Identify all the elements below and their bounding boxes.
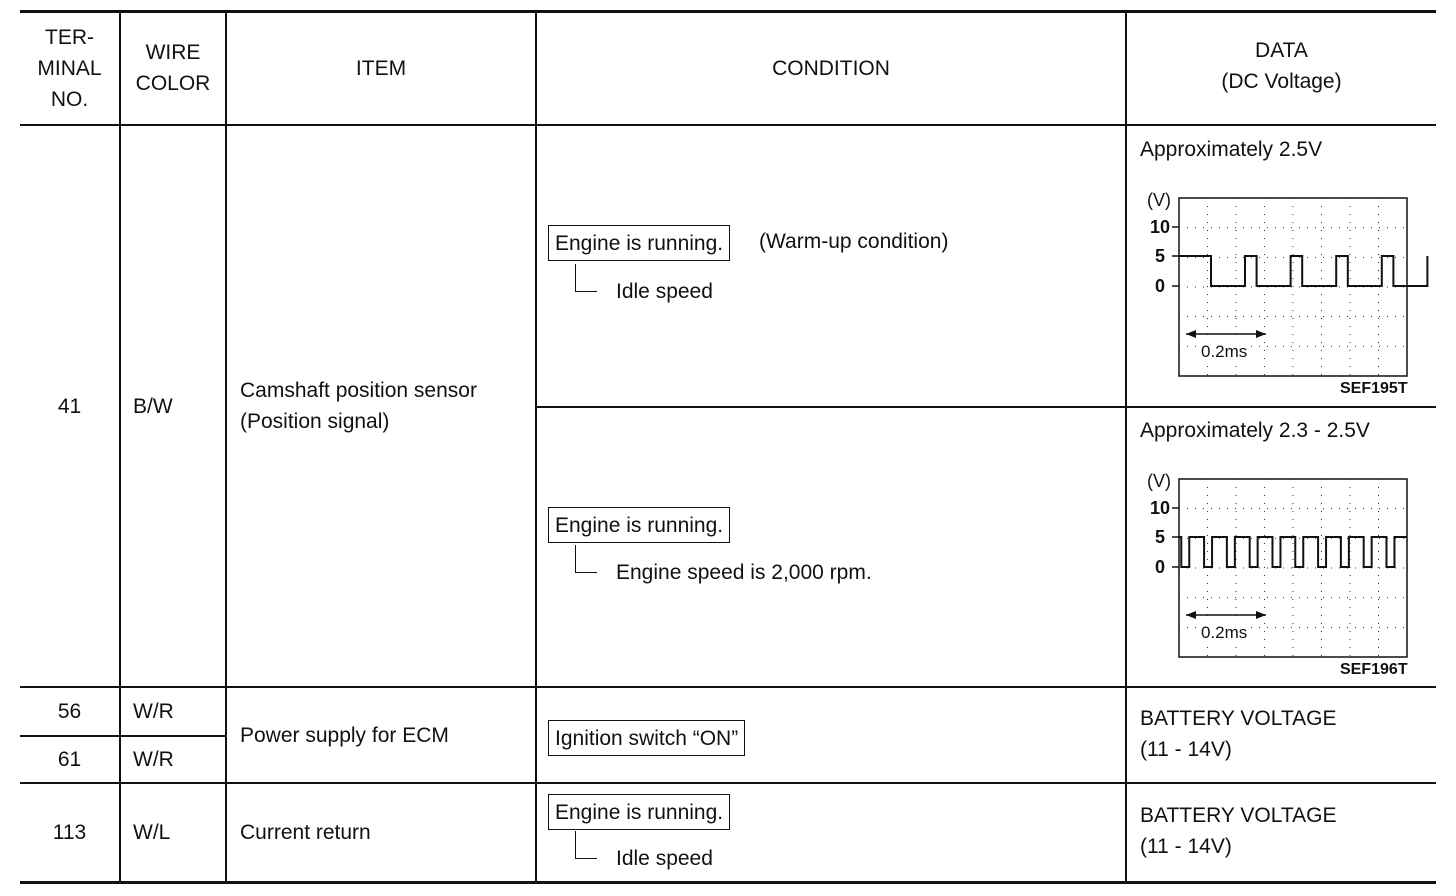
condition-engine-running-box: Engine is running. — [548, 225, 730, 261]
data-approx-2-5v: Approximately 2.5V — [1140, 138, 1323, 161]
header-wire-line1: WIRE — [145, 41, 201, 64]
wire-41: B/W — [133, 395, 173, 418]
data-battery-voltage-return-line1: BATTERY VOLTAGE — [1140, 804, 1337, 827]
header-wire-line2: COLOR — [135, 72, 211, 95]
scope-a-y10: 10 — [1150, 217, 1171, 237]
data-battery-voltage-power — [1140, 703, 1336, 765]
condition-ignition-on-box: Ignition switch “ON” — [548, 720, 745, 756]
scope-b-code: SEF196T — [1340, 661, 1408, 678]
scope-signal-trace — [1179, 256, 1427, 286]
scope-b-y5: 5 — [1155, 527, 1166, 547]
wire-61: W/R — [133, 748, 174, 771]
power-row-bottom-line — [20, 782, 1436, 784]
header-terminal-no — [20, 22, 119, 115]
table-top-border — [20, 10, 1436, 13]
scope-b-y10: 10 — [1150, 498, 1171, 518]
scope-a-code: SEF195T — [1340, 380, 1408, 397]
row41-divider — [536, 406, 1436, 408]
header-condition: CONDITION — [772, 57, 890, 80]
item-41 — [240, 375, 477, 437]
condition-branch-line — [575, 264, 597, 292]
header-data-line1: DATA — [1255, 39, 1308, 62]
data-battery-voltage-return-line2: (11 - 14V) — [1140, 835, 1232, 858]
col-divider-2 — [225, 12, 227, 883]
header-bottom-line — [20, 124, 1436, 126]
scope-arrowhead-right — [1256, 330, 1266, 338]
header-wire-color — [121, 37, 225, 99]
scope-a-unit: (V) — [1147, 190, 1171, 210]
scope-arrowhead-right — [1256, 611, 1266, 619]
table-bottom-border — [20, 881, 1436, 884]
terminal-56: 56 — [57, 700, 82, 723]
scope-arrowhead-left — [1186, 611, 1196, 619]
scope-b-unit: (V) — [1147, 471, 1171, 491]
data-battery-voltage-line2: (11 - 14V) — [1140, 738, 1232, 761]
condition-idle-speed: Idle speed — [616, 280, 713, 303]
scope-a-y5: 5 — [1155, 246, 1166, 266]
data-battery-voltage-return — [1140, 800, 1336, 862]
header-item: ITEM — [355, 57, 407, 80]
condition-engine-speed: Engine speed is 2,000 rpm. — [616, 561, 872, 584]
header-data-line2: (DC Voltage) — [1221, 70, 1342, 93]
condition-engine-running-box-2: Engine is running. — [548, 507, 730, 543]
item-current-return: Current return — [240, 821, 371, 844]
header-terminal-line1: TER- — [45, 26, 94, 49]
condition-engine-running-box-3: Engine is running. — [548, 794, 730, 830]
header-data — [1127, 35, 1436, 97]
scope-a-y0: 0 — [1155, 276, 1166, 296]
data-approx-2-3-2-5v: Approximately 2.3 - 2.5V — [1140, 419, 1370, 442]
wire-113: W/L — [133, 821, 171, 844]
condition-branch-line-2 — [575, 545, 597, 573]
header-terminal-line2: MINAL — [37, 57, 102, 80]
scope-a-time: 0.2ms — [1201, 342, 1248, 361]
scope-arrowhead-left — [1186, 330, 1196, 338]
col-divider-1 — [119, 12, 121, 883]
col-divider-3 — [535, 12, 537, 883]
header-terminal-line3: NO. — [50, 88, 89, 111]
wire-56: W/R — [133, 700, 174, 723]
terminal-113: 113 — [52, 821, 87, 844]
row41-bottom-line — [20, 686, 1436, 688]
condition-branch-line-3 — [575, 831, 597, 859]
scope-b-time: 0.2ms — [1201, 623, 1248, 642]
terminal-61: 61 — [57, 748, 82, 771]
row56-61-divider — [20, 735, 226, 737]
data-battery-voltage-line1: BATTERY VOLTAGE — [1140, 707, 1337, 730]
col-divider-4 — [1125, 12, 1127, 883]
condition-warmup-text: (Warm-up condition) — [759, 230, 949, 253]
item-power-supply: Power supply for ECM — [240, 724, 449, 747]
condition-idle-speed-113: Idle speed — [616, 847, 713, 870]
item-41-line1: Camshaft position sensor — [240, 379, 477, 402]
terminal-41: 41 — [57, 395, 82, 418]
item-41-line2: (Position signal) — [240, 410, 390, 433]
scope-b-y0: 0 — [1155, 557, 1166, 577]
